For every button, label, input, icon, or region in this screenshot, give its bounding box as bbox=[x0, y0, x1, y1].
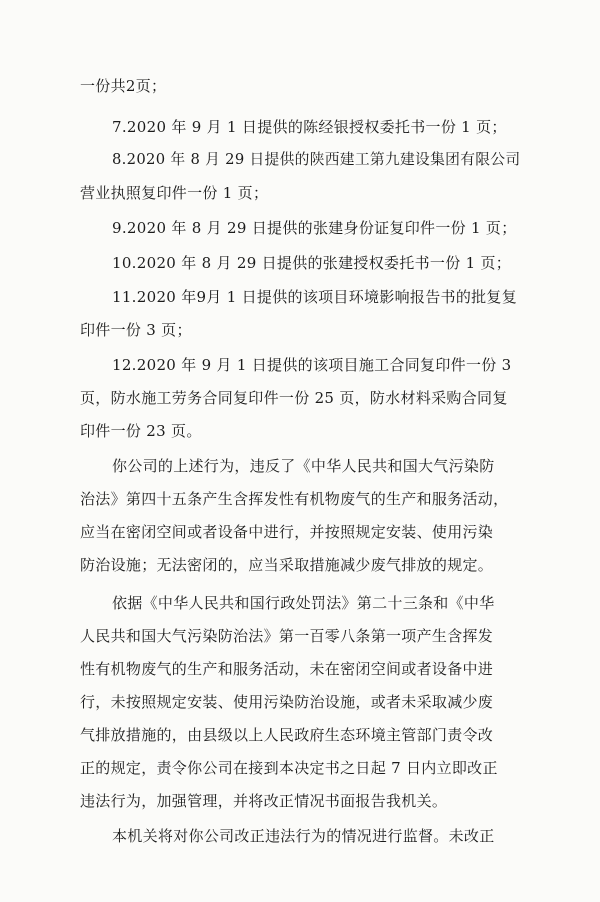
text-line: 应当在密闭空间或者设备中进行，并按照规定安装、使用污染 bbox=[80, 523, 494, 541]
text-line: 行，未按照规定安装、使用污染防治设施，或者未采取减少废 bbox=[80, 693, 494, 711]
text-line: 性有机物废气的生产和服务活动，未在密闭空间或者设备中进 bbox=[80, 660, 494, 678]
text-line: 本机关将对你公司改正违法行为的情况进行监督。未改正 bbox=[112, 827, 495, 845]
text-line: 页，防水施工劳务合同复印件一份 25 页，防水材料采购合同复 bbox=[80, 389, 508, 407]
text-line: 防治设施；无法密闭的，应当采取措施减少废气排放的规定。 bbox=[80, 556, 494, 574]
text-line: 10.2020 年 8 月 29 日提供的张建授权委托书一份 1 页； bbox=[112, 254, 512, 272]
text-line: 违法行为，加强管理，并将改正情况书面报告我机关。 bbox=[80, 792, 448, 810]
text-line: 你公司的上述行为，违反了《中华人民共和国大气污染防 bbox=[112, 457, 495, 475]
text-line: 正的规定，责令你公司在接到本决定书之日起 7 日内立即改正 bbox=[80, 759, 498, 777]
text-line: 9.2020 年 8 月 29 日提供的张建身份证复印件一份 1 页； bbox=[112, 219, 517, 237]
text-line: 印件一份 3 页； bbox=[80, 321, 192, 339]
text-line: 11.2020 年9月 1 日提供的该项目环境影响报告书的批复复 bbox=[112, 288, 518, 306]
text-line: 12.2020 年 9 月 1 日提供的该项目施工合同复印件一份 3 bbox=[112, 356, 512, 374]
text-line: 治法》第四十五条产生含挥发性有机物废气的生产和服务活动， bbox=[80, 490, 509, 508]
text-line: 气排放措施的，由县级以上人民政府生态环境主管部门责令改 bbox=[80, 726, 494, 744]
text-line: 8.2020 年 8 月 29 日提供的陕西建工第九建设集团有限公司 bbox=[112, 151, 521, 168]
text-line: 7.2020 年 9 月 1 日提供的陈经银授权委托书一份 1 页； bbox=[112, 118, 507, 136]
text-line: 人民共和国大气污染防治法》第一百零八条第一项产生含挥发 bbox=[80, 627, 494, 645]
text-line: 一份共2页； bbox=[80, 77, 167, 95]
text-line: 印件一份 23 页。 bbox=[80, 422, 202, 440]
text-line: 营业执照复印件一份 1 页； bbox=[80, 184, 269, 202]
text-line: 依据《中华人民共和国行政处罚法》第二十三条和《中华 bbox=[112, 594, 495, 612]
